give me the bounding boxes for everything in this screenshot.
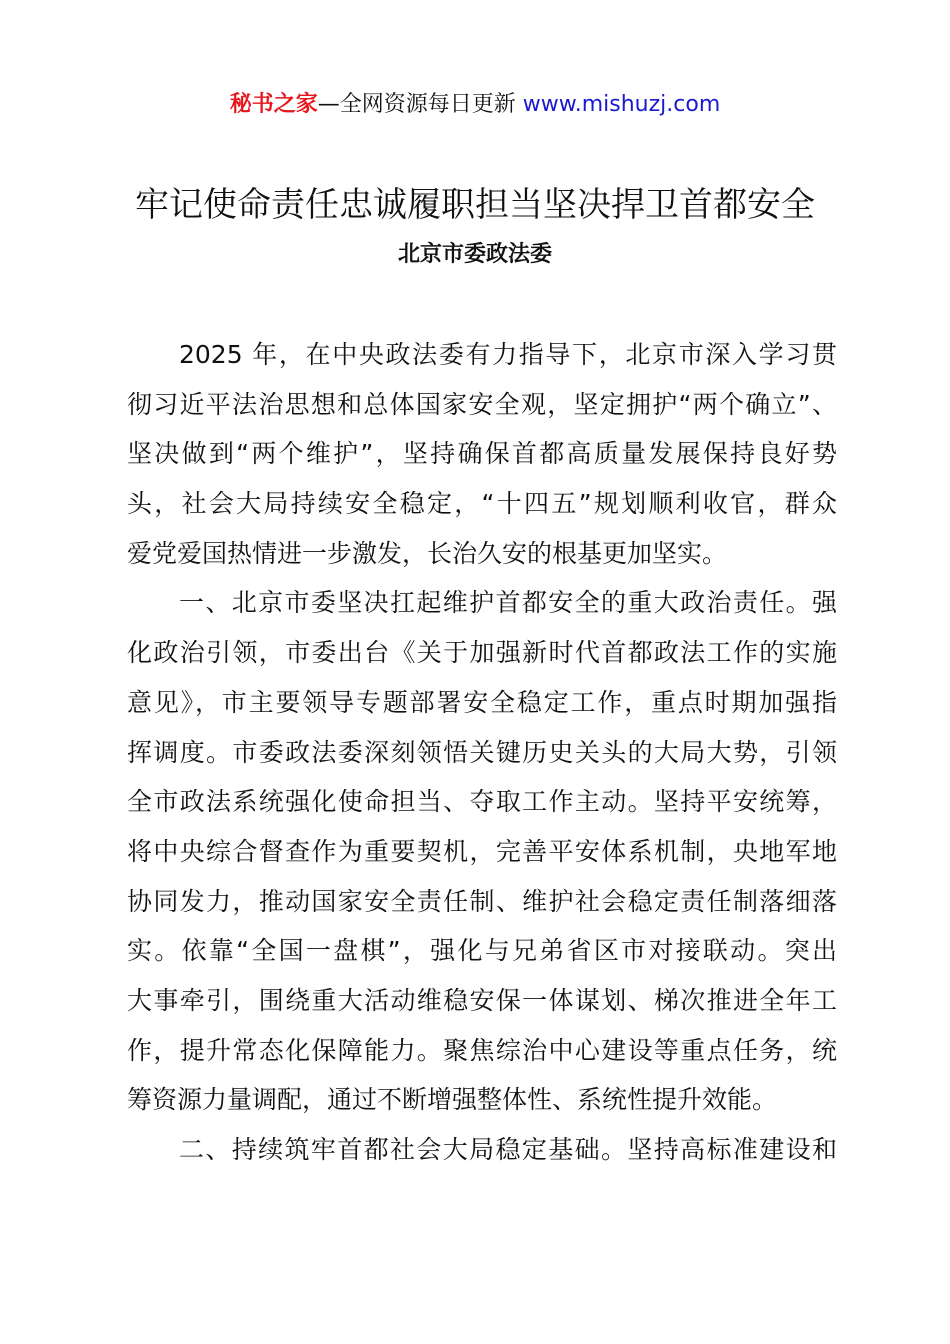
paragraph-line: 筹资源力量调配，通过不断增强整体性、系统性提升效能。 (127, 1085, 778, 1115)
paragraph-line: 意见》，市主要领导专题部署安全稳定工作，重点时期加强指 (127, 687, 837, 717)
paragraph-line: 爱党爱国热情进一步激发，长治久安的根基更加坚实。 (127, 538, 728, 568)
paragraph-line: 实。依靠“全国一盘棋”，强化与兄弟省区市对接联动。突出 (127, 936, 837, 966)
paragraph-line: 坚决做到“两个维护”，坚持确保首都高质量发展保持良好势 (127, 439, 837, 469)
paragraph-line: 大事牵引，围绕重大活动维稳安保一体谋划、梯次推进全年工 (127, 985, 837, 1015)
document-title: 牢记使命责任忠诚履职担当坚决捍卫首都安全 (135, 185, 815, 225)
paragraph-line: 将中央综合督查作为重要契机，完善平安体系机制，央地军地 (127, 836, 837, 866)
paragraph-line: 全市政法系统强化使命担当、夺取工作主动。坚持平安统筹， (127, 787, 837, 817)
paragraph-line: 彻习近平法治思想和总体国家安全观，坚定拥护“两个确立”、 (127, 389, 837, 419)
paragraph-line: 2025 年，在中央政法委有力指导下，北京市深入学习贯 (179, 340, 837, 369)
site-url-link[interactable]: www.mishuzj.com (522, 92, 721, 117)
paragraph-line: 头，社会大局持续安全稳定，“十四五”规划顺利收官，群众 (127, 489, 837, 519)
paragraph-line: 挥调度。市委政法委深刻领悟关键历史关头的大局大势，引领 (127, 737, 837, 767)
brand-name: 秘书之家 (229, 92, 318, 117)
paragraph-line: 化政治引领，市委出台《关于加强新时代首都政法工作的实施 (127, 638, 837, 668)
paragraph-line: 作，提升常态化保障能力。聚焦综治中心建设等重点任务，统 (127, 1035, 837, 1065)
document-body (127, 330, 837, 1175)
paragraph-line: 一、北京市委坚决扛起维护首都安全的重大政治责任。强 (179, 588, 837, 618)
banner-tagline: —全网资源每日更新 (317, 92, 523, 117)
paragraph-line: 协同发力，推动国家安全责任制、维护社会稳定责任制落细落 (127, 886, 837, 916)
document-author: 北京市委政法委 (397, 242, 552, 267)
site-banner (0, 88, 950, 122)
paragraph-line: 二、持续筑牢首都社会大局稳定基础。坚持高标准建设和 (179, 1135, 837, 1164)
